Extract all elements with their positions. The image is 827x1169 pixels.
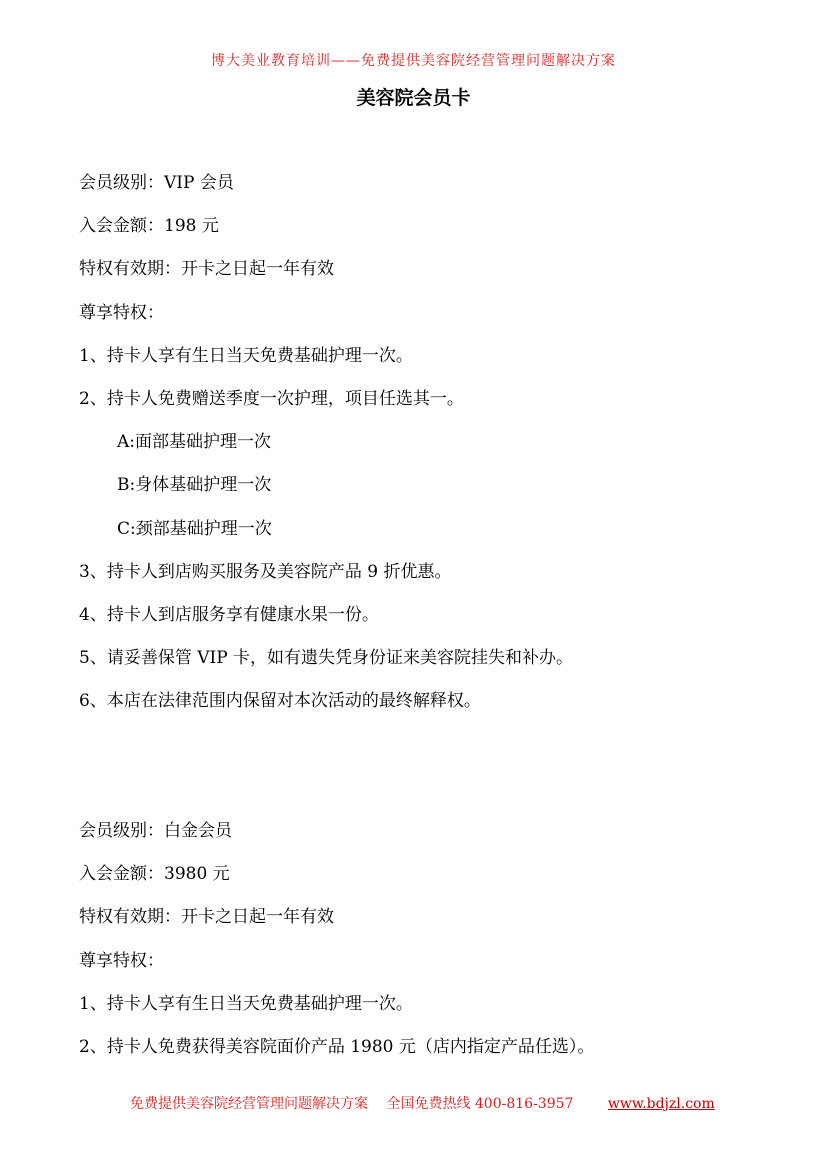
- privilege-item: 1、持卡人享有生日当天免费基础护理一次。: [79, 345, 413, 366]
- privilege-item: 3、持卡人到店购买服务及美容院产品 9 折优惠。: [79, 561, 452, 582]
- page-footer: [130, 1093, 715, 1113]
- privilege-validity: 特权有效期：开卡之日起一年有效: [79, 259, 334, 280]
- page-header: 博大美业教育培训——免费提供美容院经营管理问题解决方案: [211, 53, 616, 69]
- privilege-subitem: C:颈部基础护理一次: [117, 518, 272, 539]
- privilege-item: 2、持卡人免费获得美容院面价产品 1980 元（店内指定产品任选）。: [79, 1036, 595, 1057]
- privilege-item: 5、请妥善保管 VIP 卡，如有遗失凭身份证来美容院挂失和补办。: [79, 648, 574, 669]
- privilege-item: 4、持卡人到店服务享有健康水果一份。: [79, 604, 379, 625]
- privilege-item: 6、本店在法律范围内保留对本次活动的最终解释权。: [79, 691, 481, 712]
- member-level: 会员级别：VIP 会员: [79, 173, 234, 193]
- privilege-subitem: B:身体基础护理一次: [117, 475, 272, 496]
- vip-section: [79, 171, 573, 732]
- membership-fee: 入会金额：198 元: [79, 216, 219, 237]
- page-title: 美容院会员卡: [356, 87, 471, 109]
- privilege-subitem: A:面部基础护理一次: [117, 432, 272, 453]
- privilege-item: 1、持卡人享有生日当天免费基础护理一次。: [79, 993, 413, 1014]
- footer-hotline: 全国免费热线 400-816-3957: [386, 1096, 574, 1112]
- privileges-label: 尊享特权：: [79, 302, 164, 323]
- footer-text: 免费提供美容院经营管理问题解决方案: [130, 1096, 368, 1112]
- platinum-section: [79, 819, 594, 1078]
- privileges-label: 尊享特权：: [79, 950, 164, 971]
- privilege-validity: 特权有效期：开卡之日起一年有效: [79, 907, 334, 928]
- member-level: 会员级别：白金会员: [79, 821, 232, 841]
- privilege-item: 2、持卡人免费赠送季度一次护理，项目任选其一。: [79, 388, 464, 409]
- membership-fee: 入会金额：3980 元: [79, 864, 230, 885]
- footer-website-link[interactable]: www.bdjzl.com: [607, 1096, 715, 1112]
